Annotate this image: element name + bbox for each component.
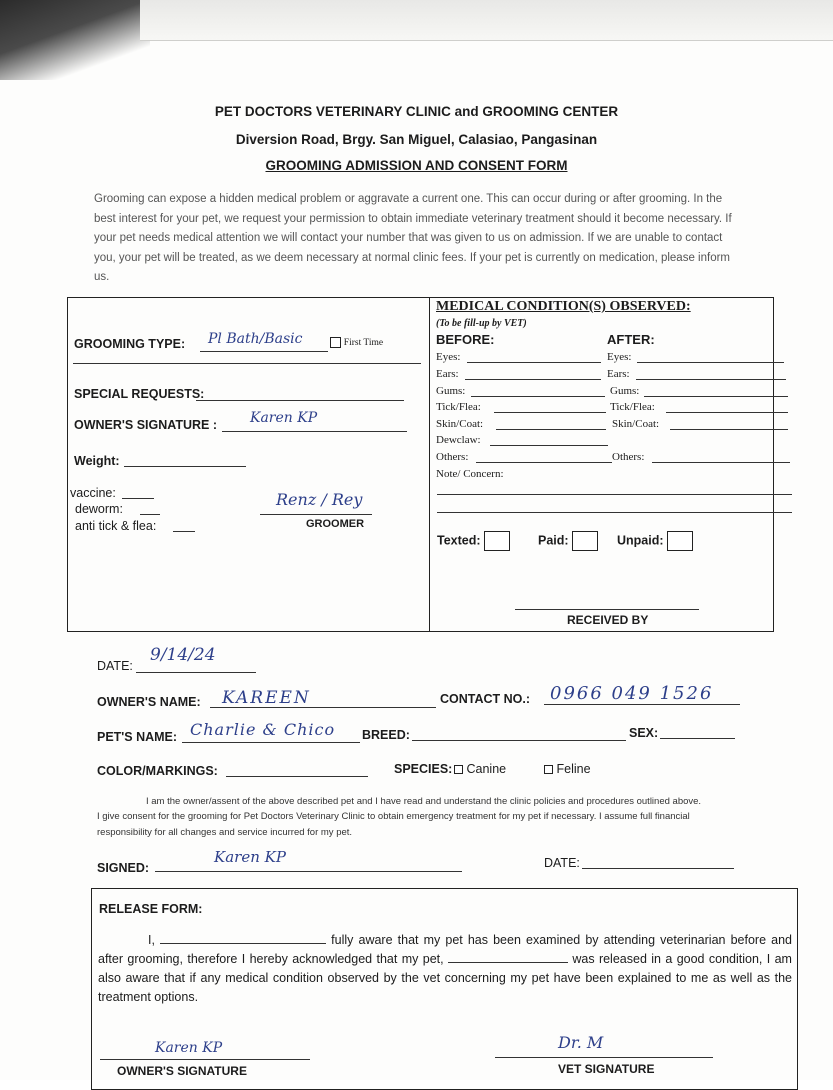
release-name-field[interactable] [160, 931, 326, 944]
grooming-type-value[interactable]: Pl Bath/Basic [208, 331, 303, 347]
note-line-2[interactable] [437, 512, 792, 513]
vaccine-field[interactable] [122, 498, 154, 499]
color-label: COLOR/MARKINGS: [97, 764, 218, 778]
feline-label: Feline [556, 762, 591, 776]
feline-option[interactable] [544, 762, 591, 776]
note-line-1[interactable] [437, 494, 792, 495]
vaccine-label: vaccine: [70, 486, 116, 500]
signed-line [155, 871, 462, 872]
release-text-b: fully aware that my pet has been examined by attending veterinarian before and after grooming, therefore I hereby acknowledged that my pet, [98, 933, 792, 966]
unpaid-label: Unpaid: [617, 533, 664, 548]
first-time-label: First Time [343, 338, 384, 349]
before-gums: Gums: [436, 385, 466, 397]
grooming-type-line [200, 351, 328, 352]
weight-field[interactable] [124, 466, 246, 467]
after-others-field[interactable] [652, 462, 790, 463]
before-tick-field[interactable] [494, 412, 606, 413]
before-label: BEFORE: [436, 332, 495, 347]
after-ears-field[interactable] [636, 379, 786, 380]
sex-field[interactable] [660, 738, 735, 739]
medical-title: MEDICAL CONDITION(S) OBSERVED: [436, 299, 691, 314]
before-others-field[interactable] [476, 462, 612, 463]
before-tick: Tick/Flea: [436, 401, 481, 413]
canine-option[interactable] [454, 762, 506, 776]
after-eyes-field[interactable] [637, 362, 784, 363]
after-label: AFTER: [607, 332, 655, 347]
contact-value[interactable]: 0966 049 1526 [550, 683, 714, 704]
after-ears: Ears: [607, 368, 630, 380]
antitick-label: anti tick & flea: [75, 519, 157, 533]
clinic-name: PET DOCTORS VETERINARY CLINIC and GROOMING CENTER [214, 104, 619, 119]
sex-label: SEX: [629, 726, 659, 740]
special-requests-label: SPECIAL REQUESTS: [74, 387, 205, 401]
after-gums: Gums: [610, 385, 640, 397]
pet-name-label: PET'S NAME: [97, 730, 178, 744]
owner-name-value[interactable]: KAREEN [222, 688, 311, 708]
texted-label: Texted: [437, 533, 481, 548]
release-text [98, 931, 792, 1007]
canine-label: Canine [466, 762, 507, 776]
signed-value[interactable]: Karen KP [214, 848, 286, 866]
before-eyes: Eyes: [436, 351, 461, 363]
clinic-address: Diversion Road, Brgy. San Miguel, Calasiao, Pangasinan [235, 132, 598, 147]
contact-line [544, 704, 740, 705]
after-others: Others: [612, 451, 645, 463]
signed-label: SIGNED: [97, 861, 150, 875]
weight-label: Weight: [74, 454, 120, 468]
before-gums-field[interactable] [471, 396, 605, 397]
breed-label: BREED: [362, 728, 410, 742]
breed-field[interactable] [412, 740, 626, 741]
pet-name-value[interactable]: Charlie & Chico [190, 720, 336, 739]
after-eyes: Eyes: [607, 351, 632, 363]
release-pet-field[interactable] [448, 950, 568, 963]
canine-checkbox[interactable] [454, 765, 463, 774]
color-field[interactable] [226, 776, 368, 777]
consent-line-3: responsibility for all changes and service incurred for my pet. [97, 827, 353, 838]
release-title: RELEASE FORM: [99, 902, 203, 916]
after-tick-field[interactable] [666, 412, 788, 413]
before-dewclaw: Dewclaw: [436, 434, 481, 446]
date2-label: DATE: [544, 856, 580, 870]
intro-paragraph: Grooming can expose a hidden medical problem or aggravate a current one. This can occur during or after grooming. In the best interest for your pet, we request your permission to obtain immediate veterinary treatment should it become necessary. If your pet needs medical attention we will contact your number that was given to us on admission. If we are unable to contact you, your pet will be treated, as we deem necessary at normal clinic fees. If your pet is currently on medication, please inform us. [94, 193, 732, 283]
owner-signature-value[interactable]: Karen KP [250, 410, 318, 426]
consent-line-1: I am the owner/assent of the above described pet and I have read and understand the clinic policies and procedures outlined above. [146, 796, 702, 807]
special-requests-field[interactable] [196, 400, 404, 401]
antitick-field[interactable] [173, 531, 195, 532]
page-fold [140, 0, 833, 41]
first-time-option[interactable] [330, 337, 383, 348]
grooming-type-extra-line [73, 363, 421, 364]
before-dewclaw-field[interactable] [490, 445, 608, 446]
after-tick: Tick/Flea: [610, 401, 655, 413]
paid-label: Paid: [538, 533, 569, 548]
release-vet-sig-line [495, 1057, 713, 1058]
owner-name-label: OWNER'S NAME: [97, 695, 201, 709]
note-label: Note/ Concern: [436, 468, 504, 480]
received-by-label: RECEIVED BY [567, 613, 649, 627]
date2-field[interactable] [582, 868, 734, 869]
first-time-checkbox[interactable] [330, 337, 341, 348]
before-ears-field[interactable] [465, 379, 601, 380]
groomer-value[interactable]: Renz / Rey [276, 490, 363, 509]
table-divider [429, 298, 430, 631]
after-skin: Skin/Coat: [612, 418, 660, 430]
pet-name-line [182, 742, 360, 743]
groomer-line [260, 514, 372, 515]
paid-checkbox[interactable] [572, 531, 598, 551]
deworm-field[interactable] [140, 514, 160, 515]
release-text-a: I, [148, 933, 155, 947]
date-line [136, 672, 256, 673]
feline-checkbox[interactable] [544, 765, 553, 774]
after-gums-field[interactable] [644, 396, 788, 397]
date-label: DATE: [97, 659, 133, 673]
before-ears: Ears: [436, 368, 459, 380]
medical-subtitle: (To be fill-up by VET) [436, 318, 527, 329]
grooming-type-label: GROOMING TYPE: [74, 337, 186, 351]
before-others: Others: [436, 451, 469, 463]
texted-checkbox[interactable] [484, 531, 510, 551]
owner-signature-label: OWNER'S SIGNATURE : [74, 418, 218, 432]
contact-label: CONTACT NO.: [440, 692, 531, 706]
texted-option[interactable] [437, 531, 510, 551]
received-by-line[interactable] [515, 609, 699, 610]
deworm-label: deworm: [75, 502, 123, 516]
date-value[interactable]: 9/14/24 [150, 645, 216, 665]
species-label: SPECIES: [394, 762, 453, 776]
release-owner-sig-label: OWNER'S SIGNATURE [117, 1064, 247, 1078]
release-vet-sig-value[interactable]: Dr. M [558, 1033, 604, 1052]
after-skin-field[interactable] [670, 429, 788, 430]
release-vet-sig-label: VET SIGNATURE [558, 1062, 655, 1076]
paid-option[interactable] [538, 531, 598, 551]
groomer-label: GROOMER [306, 518, 365, 530]
before-skin-field[interactable] [496, 429, 606, 430]
unpaid-option[interactable] [617, 531, 693, 551]
form-title: GROOMING ADMISSION AND CONSENT FORM [265, 158, 568, 173]
owner-signature-line [222, 431, 407, 432]
before-skin: Skin/Coat: [436, 418, 484, 430]
before-eyes-field[interactable] [467, 362, 601, 363]
scan-shadow [0, 0, 150, 80]
consent-line-2: I give consent for the grooming for Pet Doctors Veterinary Clinic to obtain emergency treatment for my pet if necessary. I assume full financial [97, 811, 690, 822]
release-text-c: was released in a good condition, I am also aware that if any medical condition observed by the vet concerning my pet have been explained to me as well as the treatment options. [98, 952, 792, 1004]
unpaid-checkbox[interactable] [667, 531, 693, 551]
release-owner-sig-line [100, 1059, 310, 1060]
release-owner-sig-value[interactable]: Karen KP [155, 1040, 223, 1056]
